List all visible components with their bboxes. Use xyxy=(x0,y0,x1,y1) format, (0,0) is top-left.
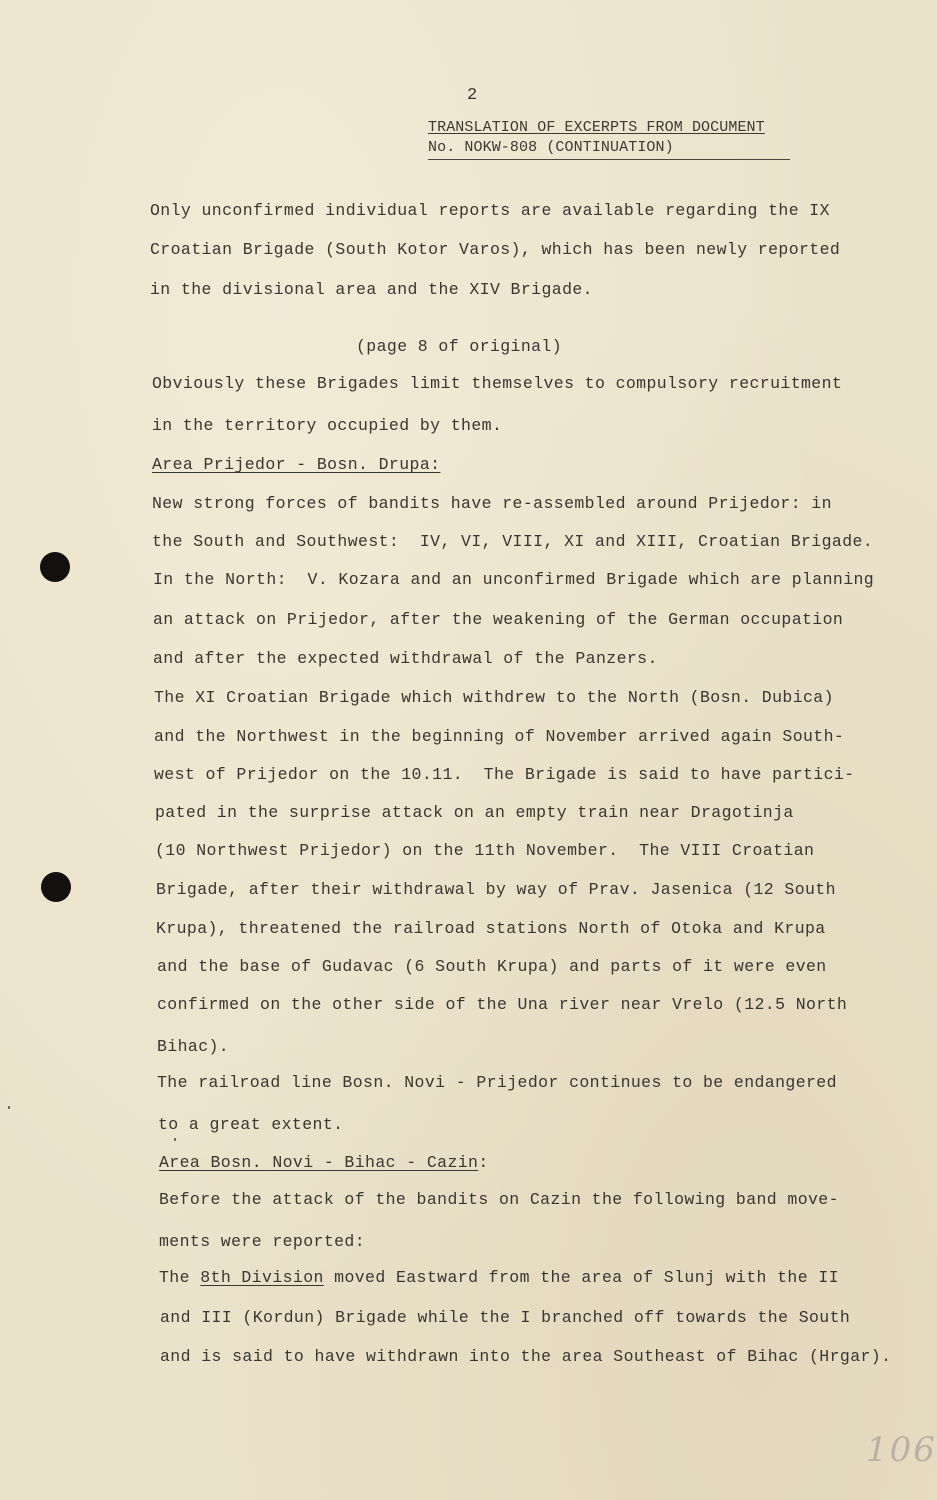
header-title: TRANSLATION OF EXCERPTS FROM DOCUMENT xyxy=(428,119,765,136)
document-header xyxy=(428,118,790,160)
body-line: ments were reported: xyxy=(159,1232,366,1251)
body-line: Before the attack of the bandits on Cazin the following band move- xyxy=(159,1190,839,1209)
body-line: In the North: V. Kozara and an unconfirmed Brigade which are planning xyxy=(153,570,875,589)
body-line: The railroad line Bosn. Novi - Prijedor continues to be endangered xyxy=(157,1073,837,1092)
body-line: and the base of Gudavac (6 South Krupa) and parts of it were even xyxy=(157,957,827,976)
punch-hole xyxy=(40,552,70,582)
section-heading-bihac xyxy=(159,1153,489,1172)
body-line: The XI Croatian Brigade which withdrew to the North (Bosn. Dubica) xyxy=(154,688,834,707)
section-heading-bihac-text: Area Bosn. Novi - Bihac - Cazin xyxy=(159,1153,479,1172)
division-reference: 8th Division xyxy=(200,1268,324,1287)
section-heading-prijedor: Area Prijedor - Bosn. Drupa: xyxy=(152,455,441,474)
body-line: and III (Kordun) Brigade while the I branched off towards the South xyxy=(160,1308,851,1327)
body-line: Only unconfirmed individual reports are available regarding the IX xyxy=(150,201,830,220)
body-line: an attack on Prijedor, after the weakening of the German occupation xyxy=(153,610,844,629)
page-reference: (page 8 of original) xyxy=(356,337,563,356)
body-line: the South and Southwest: IV, VI, VIII, XI and XIII, Croatian Brigade. xyxy=(152,532,874,551)
body-line: and is said to have withdrawn into the area Southeast of Bihac (Hrgar). xyxy=(160,1347,892,1366)
body-line xyxy=(159,1268,839,1287)
body-line: Bihac). xyxy=(157,1037,230,1056)
paper-speck xyxy=(8,1106,10,1109)
body-line: confirmed on the other side of the Una river near Vrelo (12.5 North xyxy=(157,995,848,1014)
body-line: (10 Northwest Prijedor) on the 11th November. The VIII Croatian xyxy=(155,841,815,860)
section-heading-bihac-colon: : xyxy=(478,1153,489,1172)
body-line: in the territory occupied by them. xyxy=(152,416,503,435)
body-line: Brigade, after their withdrawal by way of Prav. Jasenica (12 South xyxy=(156,880,836,899)
body-text: moved Eastward from the area of Slunj with the II xyxy=(323,1268,839,1287)
punch-hole xyxy=(41,872,71,902)
body-line: and the Northwest in the beginning of November arrived again South- xyxy=(154,727,845,746)
body-line: and after the expected withdrawal of the Panzers. xyxy=(153,649,658,668)
body-line: pated in the surprise attack on an empty train near Dragotinja xyxy=(155,803,794,822)
body-line: to a great extent. xyxy=(158,1115,344,1134)
page-number: 2 xyxy=(467,86,478,105)
body-line: New strong forces of bandits have re-assembled around Prijedor: in xyxy=(152,494,832,513)
body-line: Krupa), threatened the railroad stations North of Otoka and Krupa xyxy=(156,919,826,938)
handwritten-page-number: 106 xyxy=(866,1430,937,1470)
body-line: west of Prijedor on the 10.11. The Brigade is said to have partici- xyxy=(154,765,855,784)
body-line: Croatian Brigade (South Kotor Varos), which has been newly reported xyxy=(150,240,841,259)
body-text: The xyxy=(159,1268,201,1287)
body-line: in the divisional area and the XIV Brigade. xyxy=(150,280,593,299)
header-document-number: No. NOKW-808 (CONTINUATION) xyxy=(428,139,674,156)
paper-speck xyxy=(174,1138,176,1141)
body-line: Obviously these Brigades limit themselves to compulsory recruitment xyxy=(152,374,843,393)
